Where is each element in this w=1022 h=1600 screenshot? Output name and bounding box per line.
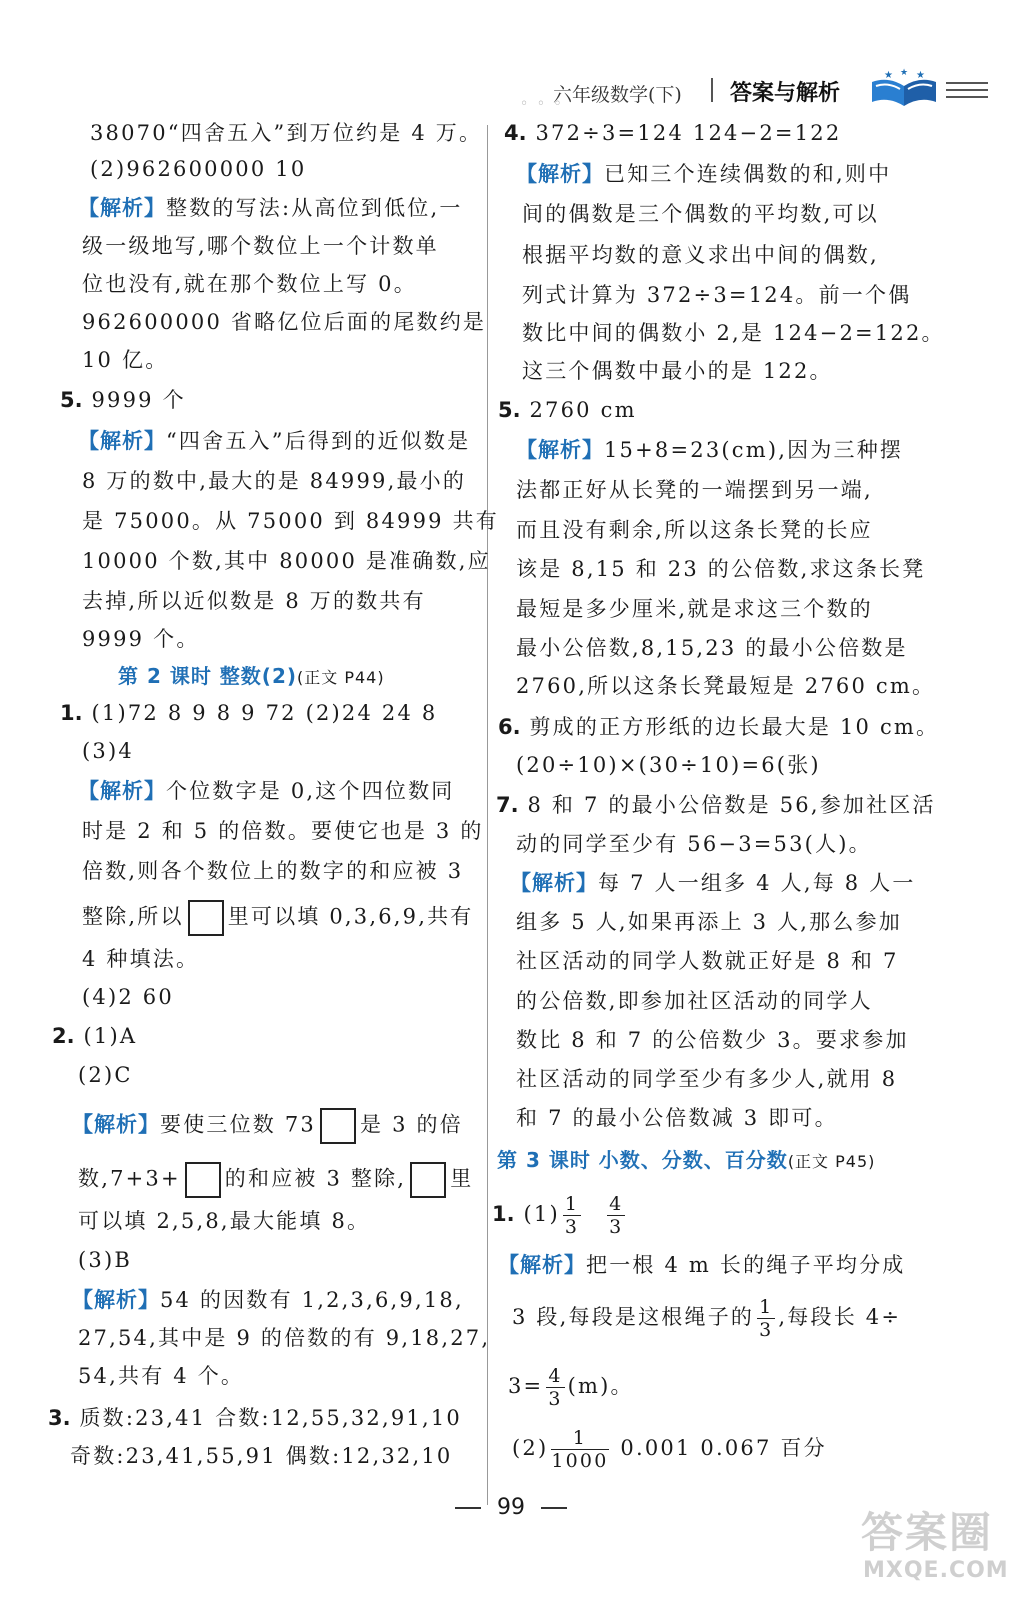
question-number: 1. [60,701,83,725]
text-line: 法都正好从长凳的一端摆到另一端, [516,478,873,502]
analysis-line [78,776,455,806]
text-span: 个位数字是 0,这个四位数同 [166,779,455,803]
lesson-ref: (正文 P44) [297,668,385,687]
denominator: 1000 [551,1450,609,1472]
text-line: 时是 2 和 5 的倍数。要使它也是 3 的 [82,819,484,843]
dash [541,1507,567,1509]
text-line: 最短是多少厘米,就是求这三个数的 [516,597,873,621]
text-line: 4 种填法。 [82,947,200,971]
text-line: 而且没有剩余,所以这条长凳的长应 [516,518,873,542]
text-line: 数比 8 和 7 的公倍数少 3。要求参加 [516,1028,909,1052]
text-line: 27,54,其中是 9 的倍数的有 9,18,27, [78,1326,491,1350]
text-line: 奇数:23,41,55,91 偶数:12,32,10 [70,1444,453,1468]
text-line: (2)962600000 10 [90,157,307,181]
text-line: 54,共有 4 个。 [78,1364,245,1388]
text-line: 这三个偶数中最小的是 122。 [522,359,833,383]
page-header [508,68,978,112]
text-span: ,每段长 4÷ [778,1305,902,1329]
denominator: 3 [609,1216,624,1238]
text-line: 倍数,则各个数位上的数字的和应被 3 [82,859,464,883]
fraction [757,1296,775,1341]
text-line: 间的偶数是三个偶数的平均数,可以 [522,202,879,226]
answer-text: 剪成的正方形纸的边长最大是 10 cm。 [529,715,940,739]
question-number: 7. [496,793,519,817]
text-span: 3 段,每段是这根绳子的 [512,1305,755,1329]
svg-text:★: ★ [884,70,893,81]
question-5 [60,385,186,415]
svg-text:★: ★ [900,68,909,78]
header-separator [711,78,713,102]
text-span: 54 的因数有 1,2,3,6,9,18, [160,1288,464,1312]
section-title: 答案与解析 [730,80,841,106]
text-line: 动的同学至少有 56−3=53(人)。 [516,832,872,856]
question-number: 3. [48,1406,71,1430]
answer-text: (1)A [83,1024,138,1048]
analysis-line [516,435,903,465]
text-line: 列式计算为 372÷3=124。前一个偶 [522,283,912,307]
answer-text: 9999 个 [91,388,186,412]
text-span: 每 7 人一组多 4 人,每 8 人一 [598,871,916,895]
question-number: 5. [498,398,521,422]
answer-text: 质数:23,41 合数:12,55,32,91,10 [79,1406,462,1430]
analysis-tag: 【解析】 [78,779,166,803]
numerator: 1 [564,1193,580,1215]
text-line: 8 万的数中,最大的是 84999,最小的 [82,469,467,493]
question-2 [52,1021,137,1051]
text-line: (4)2 60 [82,985,174,1009]
analysis-tag: 【解析】 [510,871,598,895]
analysis-tag: 【解析】 [72,1112,160,1137]
text-line: 去掉,所以近似数是 8 万的数共有 [82,589,426,613]
analysis-tag: 【解析】 [498,1253,586,1277]
text-line: 社区活动的同学至少有多少人,就用 8 [516,1067,898,1091]
text-line: 38070“四舍五入”到万位约是 4 万。 [90,121,483,145]
lesson-2-heading [118,661,385,693]
numerator: 1 [759,1296,774,1318]
text-line: 数比中间的偶数小 2,是 124−2=122。 [522,321,945,345]
text-line: 962600000 省略亿位后面的尾数约是 [82,310,487,334]
answer-text: 2760 cm [529,398,637,422]
column-divider [487,125,488,1505]
text-line [508,1362,634,1410]
question-number: 5. [60,388,83,412]
text-line [78,1162,473,1198]
page-number-text: 99 [497,1495,525,1520]
fraction [551,1427,608,1472]
blank-box [410,1162,446,1198]
question-number: 4. [504,121,527,145]
analysis-line [78,193,463,223]
question-5-right [498,395,637,425]
question-number: 2. [52,1024,75,1048]
text-span: “四舍五入”后得到的近似数是 [166,429,471,453]
question-6 [498,712,939,742]
text-span: 整除,所以 [82,904,184,929]
text-span: 里 [450,1166,474,1191]
text-line: 该是 8,15 和 23 的公倍数,求这条长凳 [516,557,926,581]
question-number: 6. [498,715,521,739]
question-3 [48,1403,462,1433]
blank-box [185,1162,221,1198]
text-line: (2)C [78,1063,133,1087]
text-line: 是 75000。从 75000 到 84999 共有 [82,509,499,533]
fraction [563,1193,581,1238]
decorative-dots: ◦ ◦ ◦ [520,96,564,112]
text-span: 要使三位数 73 [160,1112,316,1137]
text-line: 社区活动的同学人数就正好是 8 和 7 [516,949,899,973]
question-7 [496,790,936,820]
text-span: (2) [512,1436,549,1460]
analysis-tag: 【解析】 [72,1288,160,1312]
text-line: (3)B [78,1248,132,1272]
question-number: 1. [492,1202,515,1226]
fraction [546,1365,564,1410]
text-line [82,900,474,936]
denominator: 3 [548,1388,563,1410]
blank-box [188,900,224,936]
question-1 [60,698,437,728]
fraction [607,1193,625,1238]
text-span: 0.001 0.067 百分 [611,1436,827,1460]
text-line: 和 7 的最小公倍数减 3 即可。 [516,1106,838,1130]
lesson-title: 第 2 课时 整数(2) [118,664,298,688]
lesson-3-heading [497,1145,875,1177]
text-line: (3)4 [82,739,134,763]
text-line: 根据平均数的意义求出中间的偶数, [522,243,879,267]
denominator: 3 [759,1319,774,1341]
text-line: 级一级地写,哪个数位上一个计数单 [82,234,439,258]
numerator: 1 [551,1427,608,1450]
blank-box [320,1108,356,1144]
analysis-line [498,1250,906,1280]
text-line: 最小公倍数,8,15,23 的最小公倍数是 [516,636,908,660]
text-span: 里可以填 0,3,6,9,共有 [227,904,474,929]
svg-text:★: ★ [916,70,925,81]
analysis-tag: 【解析】 [78,196,166,220]
text-line [512,1293,901,1341]
text-span: 的和应被 3 整除, [224,1166,407,1191]
text-span: (m)。 [567,1374,634,1398]
numerator: 4 [548,1365,563,1387]
watermark [855,1500,1015,1595]
analysis-line [510,868,916,898]
text-line: 的公倍数,即参加社区活动的同学人 [516,989,873,1013]
text-span: (1) [523,1202,560,1226]
text-line: 2760,所以这条长凳最短是 2760 cm。 [516,674,936,698]
answer-text: 372÷3=124 124−2=122 [535,121,842,145]
denominator: 3 [564,1216,580,1238]
analysis-tag: 【解析】 [78,429,166,453]
watermark-logo: 答案圈 [861,1508,994,1557]
text-line: 10000 个数,其中 80000 是准确数,应 [82,549,491,573]
lesson-ref: (正文 P45) [787,1152,876,1171]
text-span: 3= [508,1374,544,1398]
text-span: 把一根 4 m 长的绳子平均分成 [586,1253,906,1277]
question-4 [504,118,841,148]
numerator: 4 [609,1193,624,1215]
analysis-tag: 【解析】 [516,162,604,186]
lesson-title: 第 3 课时 小数、分数、百分数 [497,1148,788,1172]
text-line: (20÷10)×(30÷10)=6(张) [516,753,821,777]
analysis-line [78,426,470,456]
analysis-line [72,1108,463,1144]
open-book-logo-icon [866,68,944,108]
analysis-tag: 【解析】 [516,438,604,462]
question-1-right [492,1192,628,1236]
dash [455,1507,481,1509]
text-span: 整数的写法:从高位到低位,一 [166,196,463,220]
answer-text: (1)72 8 9 8 9 72 (2)24 24 8 [91,701,438,725]
analysis-line [516,159,891,189]
book-title: 六年级数学(下) [553,84,682,106]
answer-text: 8 和 7 的最小公倍数是 56,参加社区活 [527,793,936,817]
text-line: 组多 5 人,如果再添上 3 人,那么参加 [516,910,902,934]
text-line: 位也没有,就在那个数位上写 0。 [82,272,417,296]
text-line: 10 亿。 [82,348,169,372]
text-line [512,1424,827,1472]
watermark-url: MXQE.COM [863,1558,1009,1583]
header-lines [946,82,988,104]
text-line: 可以填 2,5,8,最大能填 8。 [78,1209,371,1233]
text-span: 15+8=23(cm),因为三种摆 [604,438,904,462]
text-span: 数,7+3+ [78,1166,181,1191]
analysis-line [72,1285,464,1315]
text-line: 9999 个。 [82,627,200,651]
text-span: 是 3 的倍 [360,1112,463,1137]
text-span: 已知三个连续偶数的和,则中 [604,162,892,186]
